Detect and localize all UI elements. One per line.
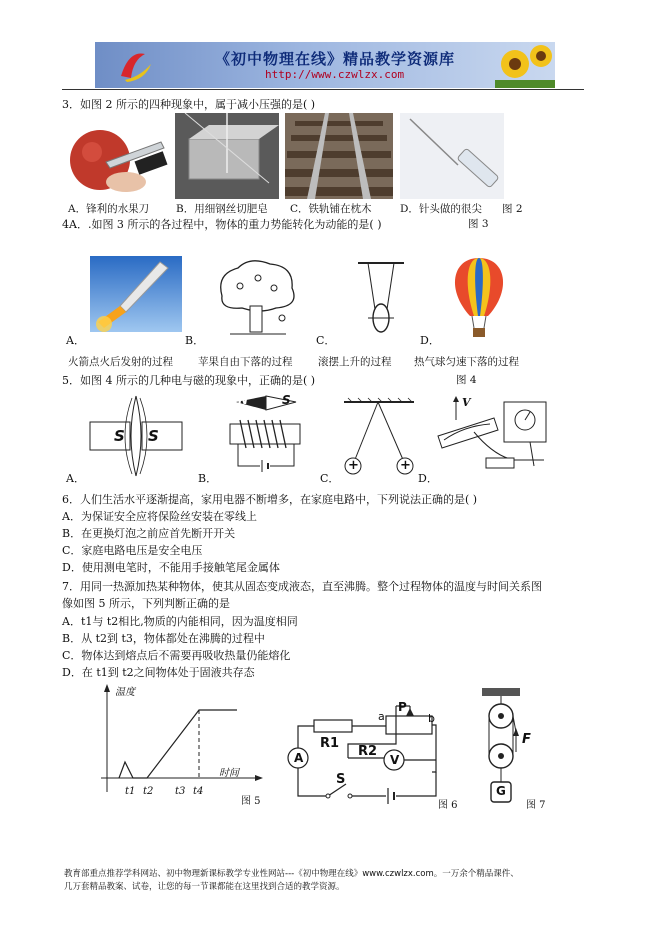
fig6-label: 图 6	[438, 800, 458, 810]
q5-letter-d: D．	[418, 472, 438, 485]
q5-fig-label: 图 4	[456, 374, 477, 386]
q4-stem: 4A．.如图 3 所示的各过程中，物体的重力势能转化为动能的是( )	[62, 218, 382, 231]
fig6-voltmeter: V	[390, 753, 400, 767]
fig5-xlabel: 时间	[219, 768, 239, 779]
wire-soap-image	[175, 113, 279, 199]
fig6-circuit-diagram	[286, 700, 464, 810]
q4-letter-b: B．	[185, 334, 205, 347]
solenoid-diagram	[224, 394, 308, 476]
railway-sleepers-image	[285, 113, 393, 199]
q6-option-c: C．家庭电路电压是安全电压	[62, 544, 203, 557]
magnets-field-diagram	[88, 394, 184, 478]
q7-option-b: B．从 t2到 t3，物体都处在沸腾的过程中	[62, 632, 265, 645]
q3-option-b: B．用细钢丝切肥皂	[176, 203, 268, 215]
fig6-r1: R1	[320, 736, 340, 751]
fig6-switch: S	[336, 772, 346, 787]
fig6-a-label: a	[378, 710, 385, 723]
ball-left-charge: +	[348, 458, 359, 473]
q7-option-c: C．物体达到熔点后不需要再吸收热量仍能熔化	[62, 649, 291, 662]
charged-balls-diagram	[340, 396, 418, 480]
fig7-force-label: F	[522, 732, 531, 747]
fig7-label: 图 7	[526, 800, 546, 810]
q5-letter-a: A．	[66, 472, 85, 485]
magnet-right-label: S	[148, 427, 159, 445]
fig7-weight-label: G	[496, 784, 506, 798]
magnet-left-label: S	[114, 427, 125, 445]
q4-caption-b: 苹果自由下落的过程	[198, 356, 293, 368]
q4-letter-a: A．	[66, 334, 85, 347]
footer-text	[64, 868, 519, 894]
q4-fig-label: 图 3	[468, 218, 489, 230]
fig5-tick-t3: t3	[175, 786, 186, 797]
q6-option-a: A．为保证安全应将保险丝安装在零线上	[62, 510, 257, 523]
q5-letter-b: B．	[198, 472, 218, 485]
q7-option-a: A．t1与 t2相比,物质的内能相同，因为温度相同	[62, 615, 298, 628]
q3-option-a: A．锋利的水果刀	[68, 203, 150, 215]
q7-stem-line2: 像如图 5 所示，下列判断正确的是	[62, 597, 230, 610]
q5-letter-c: C．	[320, 472, 340, 485]
fig5-ylabel: 温度	[115, 687, 135, 698]
q7-stem-line1: 7．用同一热源加热某种物体，使其从固态变成液态，直至沸腾。整个过程物体的温度与时间关系图	[62, 580, 542, 593]
q3-fig-label: 图 2	[502, 203, 523, 215]
fig5-tick-t1: t1	[125, 786, 136, 797]
maxwell-pendulum-image	[356, 260, 406, 340]
q6-option-d: D．使用测电笔时，不能用手接触笔尾金属体	[62, 561, 280, 574]
q4-letter-c: C．	[316, 334, 336, 347]
q6-option-b: B．在更换灯泡之前应首先断开开关	[62, 527, 236, 540]
apple-tree-image	[210, 256, 304, 338]
q3-option-c: C．铁轨铺在枕木	[290, 203, 372, 215]
q4-letter-d: D．	[420, 334, 440, 347]
bar-magnet-s: S	[282, 394, 291, 407]
q4-caption-a: 火箭点火后发射的过程	[68, 356, 173, 368]
fruit-knife-image	[66, 112, 168, 200]
ball-right-charge: +	[400, 458, 411, 473]
logo-icon	[115, 46, 155, 84]
fig5-label: 图 5	[241, 796, 261, 807]
syringe-image	[400, 113, 504, 199]
fig6-ammeter: A	[294, 751, 304, 765]
fig5-tick-t4: t4	[193, 786, 204, 797]
fig5-tick-t2: t2	[143, 786, 154, 797]
header-url[interactable]: http://www.czwlzx.com	[265, 68, 405, 81]
q4-caption-c: 滚摆上升的过程	[318, 356, 392, 368]
header-rule	[62, 89, 584, 90]
induction-apparatus-diagram	[434, 396, 554, 482]
footer-line-1: 教育部重点推荐学科网站、初中物理新课标教学专业性网站---《初中物理在线》www.czwlzx.com。一万余个精品课件、	[64, 869, 519, 879]
header-banner	[95, 42, 555, 88]
q3-option-d: D．针头做的很尖	[400, 203, 482, 215]
hot-air-balloon-image	[444, 256, 514, 340]
sunflower-icon	[495, 42, 555, 88]
fig6-p-label: P	[398, 700, 407, 714]
footer-line-2: 几万套精品教案、试卷，让您的每一节课都能在这里找到合适的教学资源。	[64, 882, 345, 892]
q6-stem: 6．人们生活水平逐渐提高，家用电器不断增多，在家庭电路中，下列说法正确的是( )	[62, 493, 478, 506]
q5-stem: 5．如图 4 所示的几种电与磁的现象中，正确的是( )	[62, 374, 316, 387]
fig6-b-label: b	[428, 712, 435, 725]
rocket-image	[90, 256, 182, 332]
bar-magnet-n: N	[238, 394, 249, 407]
fig6-r2: R2	[358, 744, 378, 759]
fig7-pulley-diagram	[480, 686, 560, 810]
q4-caption-d: 热气球匀速下落的过程	[414, 356, 519, 368]
velocity-label: V	[462, 396, 471, 409]
header-title: 《初中物理在线》精品教学资源库	[215, 50, 456, 68]
q3-stem: 3．如图 2 所示的四种现象中，属于减小压强的是( )	[62, 98, 316, 111]
fig5-temperature-graph	[95, 682, 270, 810]
q7-option-d: D．在 t1到 t2之间物体处于固液共存态	[62, 666, 255, 679]
